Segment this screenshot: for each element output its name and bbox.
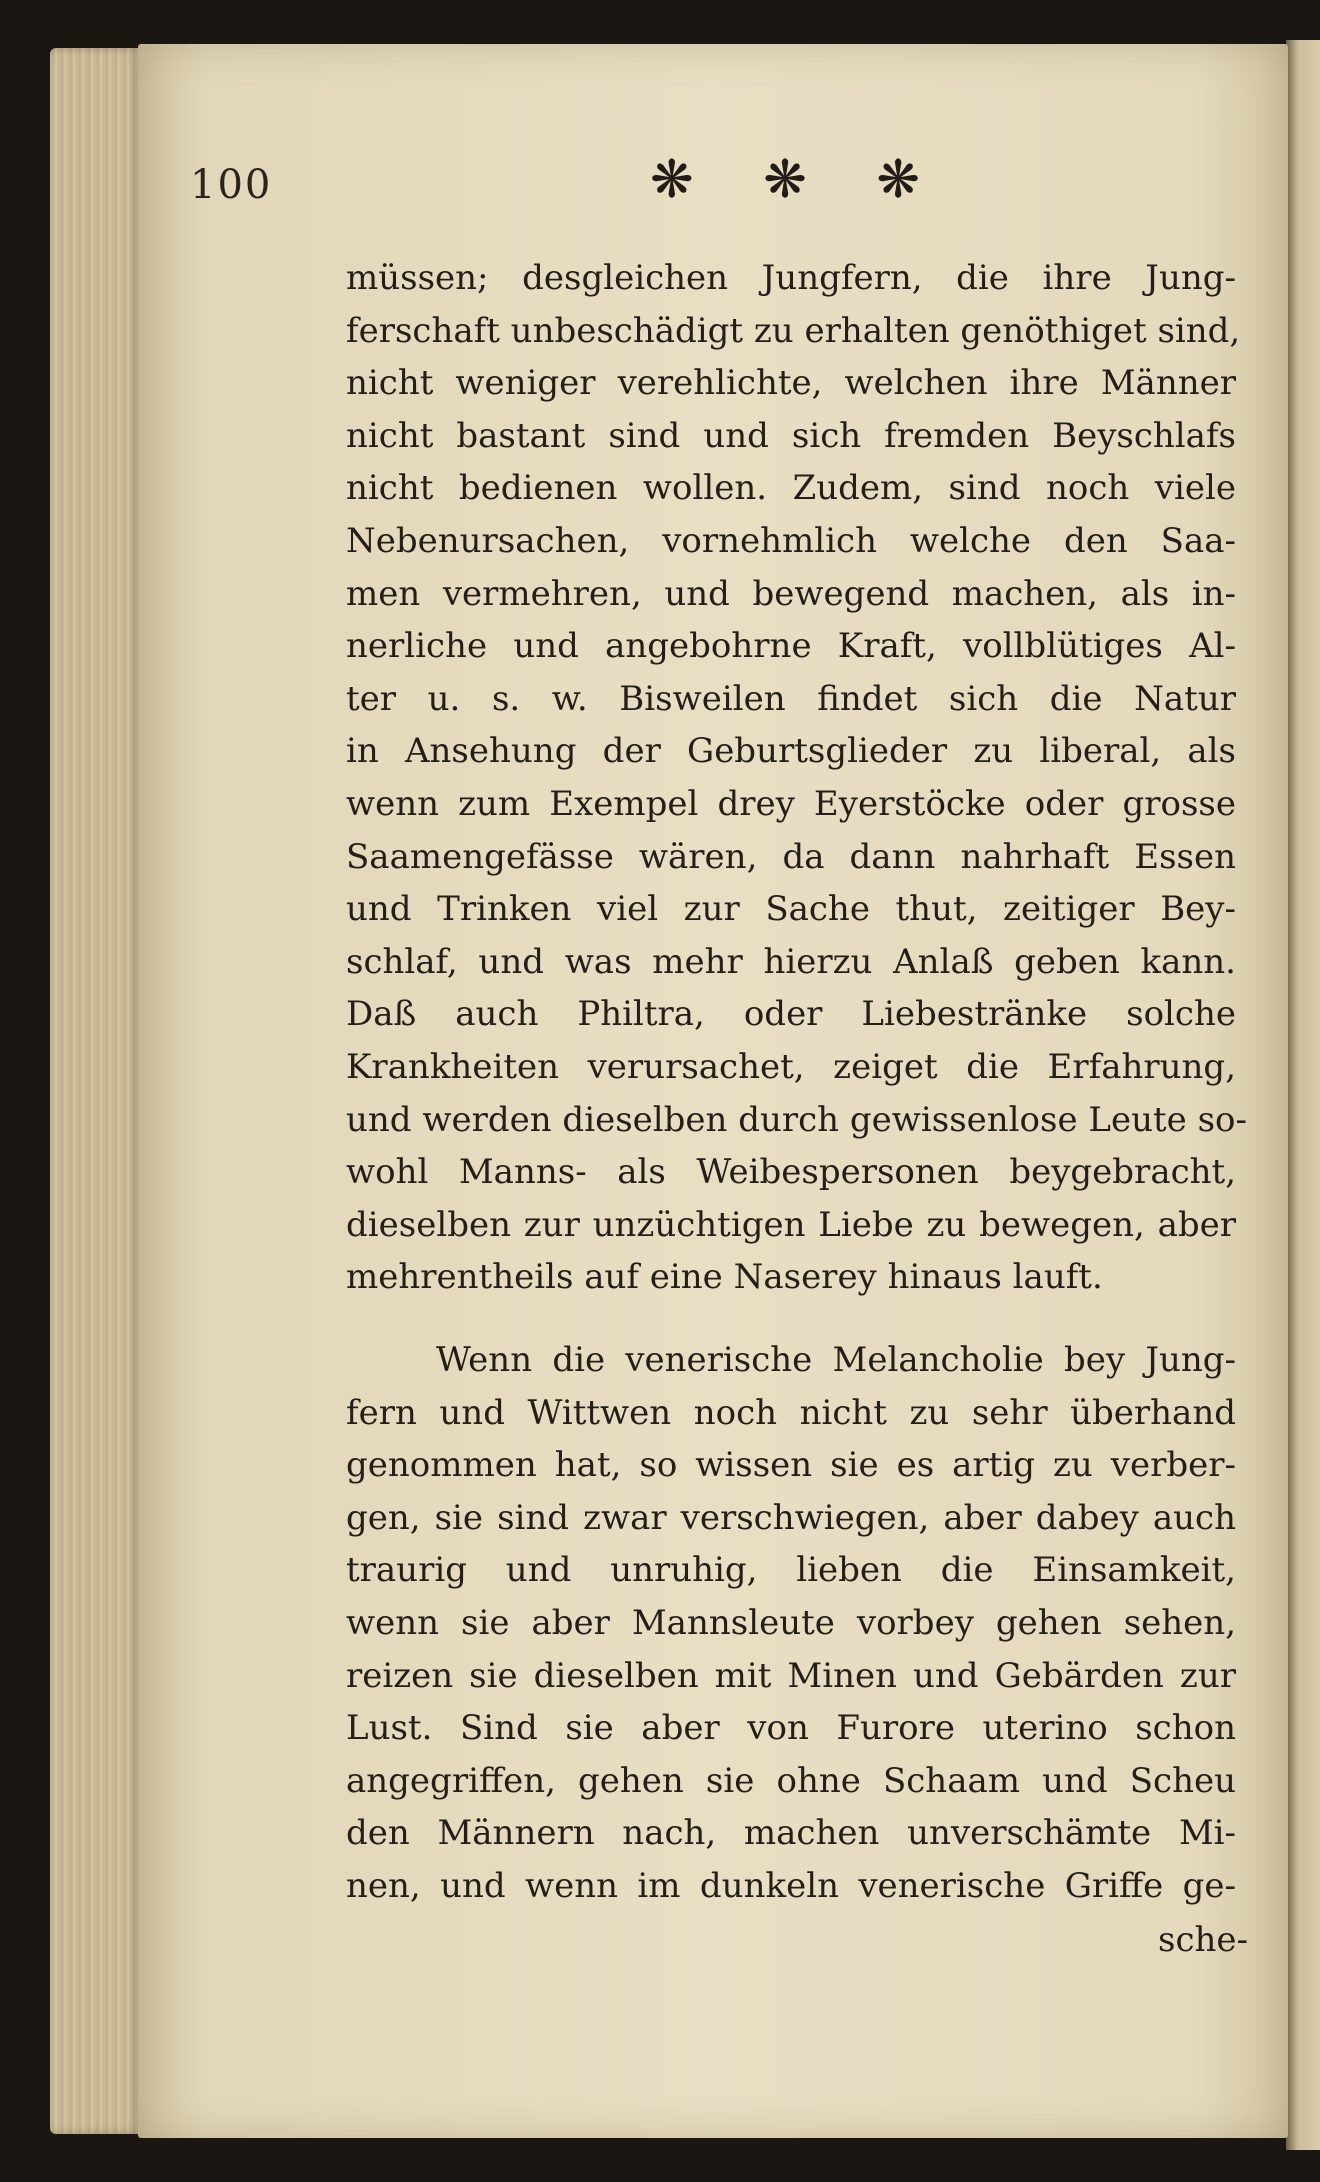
- book-page-edges: [50, 48, 142, 2134]
- text-line: nicht bedienen wollen. Zudem, sind noch viele: [346, 468, 1236, 509]
- text-line: reizen sie dieselben mit Minen und Gebärden zur: [346, 1655, 1236, 1696]
- text-line: nen, und wenn im dunkeln venerische Griffe ge-: [346, 1865, 1236, 1906]
- text-line: angegriffen, gehen sie ohne Schaam und Scheu: [346, 1760, 1236, 1801]
- text-line: schlaf, und was mehr hierzu Anlaß geben kann.: [346, 941, 1236, 982]
- text-line: traurig und unruhig, lieben die Einsamkeit,: [346, 1550, 1236, 1591]
- text-line: nerliche und angebohrne Kraft, vollblütiges Al-: [346, 626, 1236, 667]
- text-line: Lust. Sind sie aber von Furore uterino schon: [346, 1708, 1236, 1749]
- text-line: wenn sie aber Mannsleute vorbey gehen sehen,: [346, 1602, 1236, 1643]
- text-line: fern und Wittwen noch nicht zu sehr überhand: [346, 1392, 1236, 1433]
- text-line: wenn zum Exempel drey Eyerstöcke oder grosse: [346, 783, 1236, 824]
- text-line: Wenn die venerische Melancholie bey Jung-: [436, 1340, 1236, 1380]
- asterism-icon: ❋: [650, 150, 694, 210]
- paragraph-1: [346, 252, 1247, 1304]
- text-line: und Trinken viel zur Sache thut, zeitiger Bey-: [346, 889, 1236, 930]
- text-line: nicht weniger verehlichte, welchen ihre Männer: [346, 363, 1236, 404]
- text-line: Saamengefässe wären, da dann nahrhaft Essen: [346, 836, 1236, 877]
- text-line: wohl Manns- als Weibespersonen beygebracht,: [346, 1152, 1236, 1193]
- catchword: sche-: [1158, 1920, 1248, 1960]
- facing-page-edge: [1286, 40, 1320, 2150]
- asterism-icon: ❋: [876, 150, 920, 210]
- paragraph-2: [346, 1334, 1236, 1913]
- header-ornament: [650, 152, 920, 208]
- text-line: gen, sie sind zwar verschwiegen, aber dabey auch: [346, 1497, 1236, 1538]
- text-line: den Männern nach, machen unverschämte Mi-: [346, 1813, 1236, 1854]
- text-line: Daß auch Philtra, oder Liebestränke solche: [346, 994, 1236, 1035]
- text-line: mehrentheils auf eine Naserey hinaus lauft.: [346, 1257, 1103, 1298]
- text-line: genommen hat, so wissen sie es artig zu verber-: [346, 1445, 1236, 1486]
- text-line: in Ansehung der Geburtsglieder zu liberal, als: [346, 731, 1236, 772]
- text-line: nicht bastant sind und sich fremden Beyschlafs: [346, 415, 1236, 456]
- text-line: men vermehren, und bewegend machen, als in-: [346, 573, 1236, 614]
- text-line: dieselben zur unzüchtigen Liebe zu bewegen, aber: [346, 1204, 1236, 1245]
- text-line: Nebenursachen, vornehmlich welche den Saa-: [346, 520, 1236, 561]
- text-line: ter u. s. w. Bisweilen findet sich die Natur: [346, 678, 1236, 719]
- text-line: ferschaft unbeschädigt zu erhalten genöthiget sind,: [346, 310, 1241, 351]
- text-line: Krankheiten verursachet, zeiget die Erfahrung,: [346, 1046, 1236, 1087]
- page-number: 100: [190, 162, 273, 208]
- asterism-icon: ❋: [763, 150, 807, 210]
- text-line: müssen; desgleichen Jungfern, die ihre Jung-: [346, 258, 1236, 298]
- text-line: und werden dieselben durch gewissenlose Leute so-: [346, 1099, 1247, 1140]
